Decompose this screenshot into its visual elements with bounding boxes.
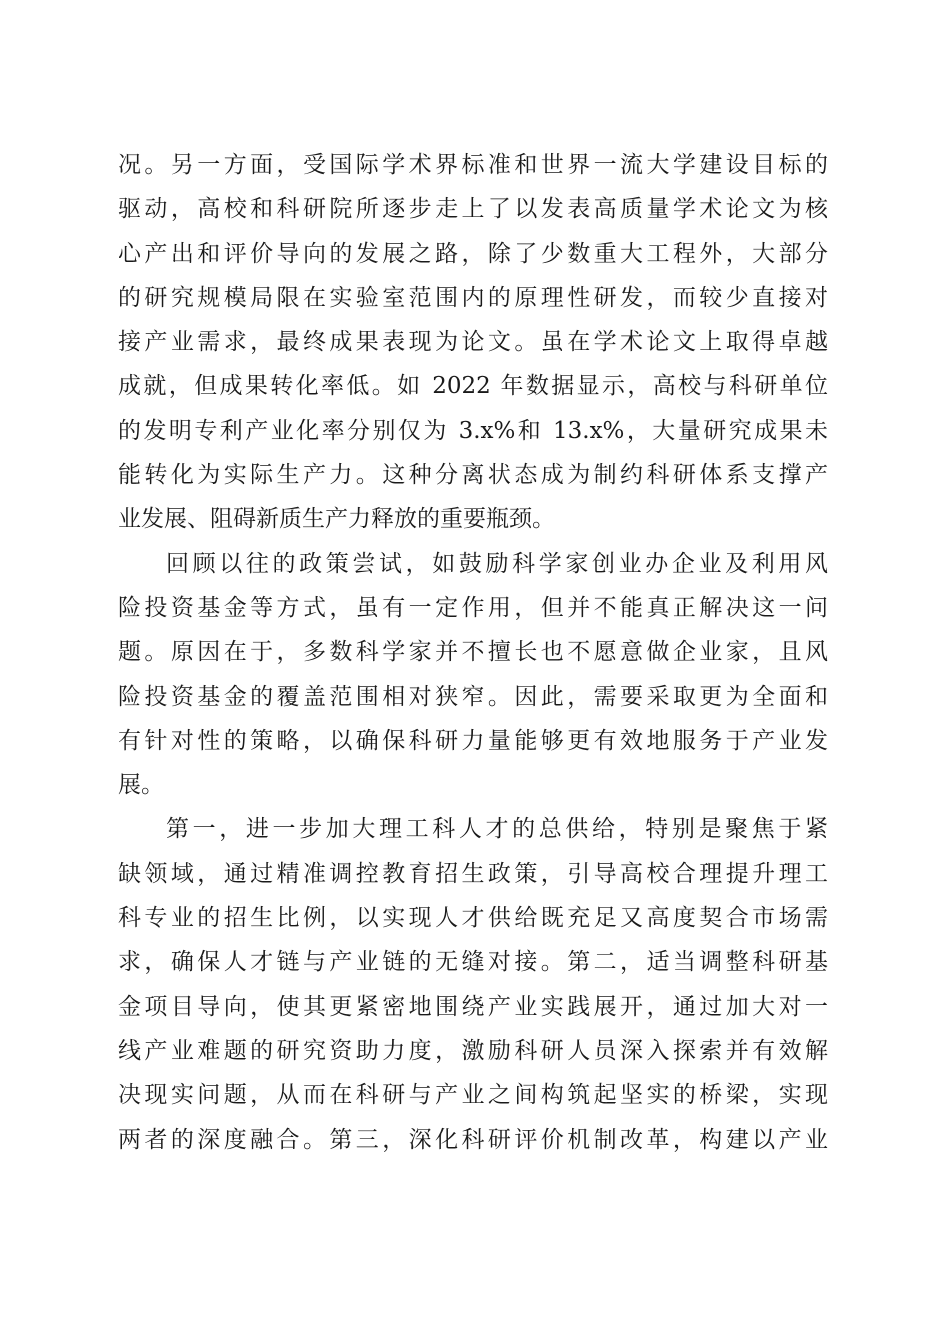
text-line: 的发明专利产业化率分别仅为 3.x%和 13.x%，大量研究成果未 [118, 417, 828, 444]
text-line: 题。原因在于，多数科学家并不擅长也不愿意做企业家，且风 [118, 639, 828, 666]
text-line: 驱动，高校和科研院所逐步走上了以发表高质量学术论文为核 [118, 196, 828, 223]
text-line: 缺领域，通过精准调控教育招生政策，引导高校合理提升理工 [118, 860, 828, 887]
document-body [118, 143, 828, 1162]
text-line: 况。另一方面，受国际学术界标准和世界一流大学建设目标的 [118, 152, 828, 178]
text-line: 两者的深度融合。第三，深化科研评价机制改革，构建以产业 [118, 1126, 828, 1153]
paragraph-1 [118, 143, 828, 542]
text-line: 接产业需求，最终成果表现为论文。虽在学术论文上取得卓越 [118, 329, 828, 356]
text-line: 决现实问题，从而在科研与产业之间构筑起坚实的桥梁，实现 [118, 1082, 828, 1109]
text-line: 的研究规模局限在实验室范围内的原理性研发，而较少直接对 [118, 284, 828, 311]
text-line: 险投资基金等方式，虽有一定作用，但并不能真正解决这一问 [118, 594, 828, 621]
text-line: 有针对性的策略，以确保科研力量能够更有效地服务于产业发 [118, 727, 828, 754]
text-line: 金项目导向，使其更紧密地围绕产业实践展开，通过加大对一 [118, 993, 828, 1020]
text-line: 业发展、阻碍新质生产力释放的重要瓶颈。 [118, 506, 555, 533]
text-line: 心产出和评价导向的发展之路，除了少数重大工程外，大部分 [118, 240, 828, 267]
text-line: 能转化为实际生产力。这种分离状态成为制约科研体系支撑产 [118, 462, 828, 489]
text-line: 求，确保人才链与产业链的无缝对接。第二，适当调整科研基 [118, 949, 828, 976]
paragraph-2 [118, 542, 828, 808]
text-line: 成就，但成果转化率低。如 2022 年数据显示，高校与科研单位 [118, 373, 828, 400]
text-line: 第一，进一步加大理工科人才的总供给，特别是聚焦于紧 [166, 816, 828, 843]
text-line: 险投资基金的覆盖范围相对狭窄。因此，需要采取更为全面和 [118, 683, 828, 710]
text-line: 线产业难题的研究资助力度，激励科研人员深入探索并有效解 [118, 1037, 828, 1064]
text-line: 科专业的招生比例，以实现人才供给既充足又高度契合市场需 [118, 905, 828, 932]
text-line: 展。 [118, 772, 164, 799]
text-line: 回顾以往的政策尝试，如鼓励科学家创业办企业及利用风 [166, 550, 828, 577]
paragraph-3 [118, 807, 828, 1161]
